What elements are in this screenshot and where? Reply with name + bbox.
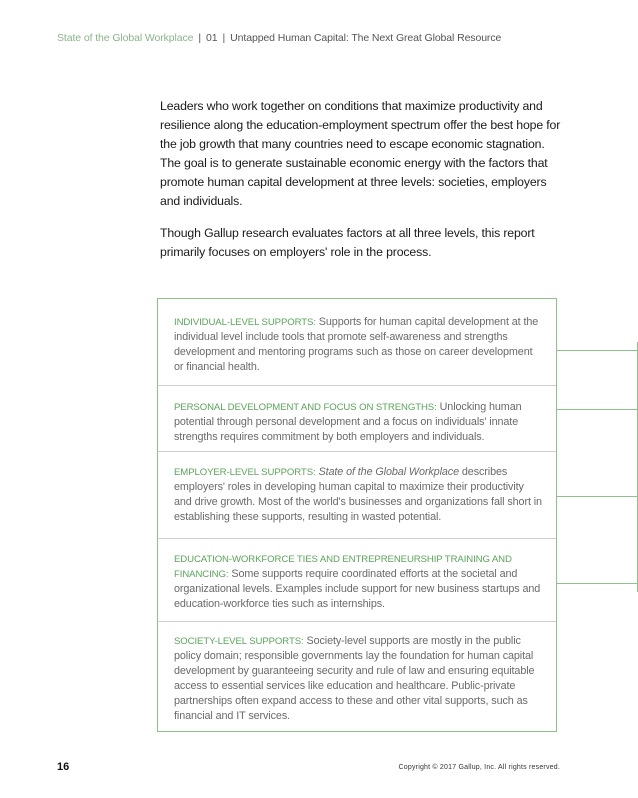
copyright-notice: Copyright © 2017 Gallup, Inc. All rights reserved. [398,764,560,771]
support-text: Some supports require coordinated efforts at the societal and organizational levels. Examples include support for new business startups and education-workforce ties such as internships. [174,568,541,610]
header-doc-title: State of the Global Workplace [57,32,194,44]
running-header [57,32,501,44]
support-term: INDIVIDUAL-LEVEL SUPPORTS: [174,317,316,328]
support-text: Society-level supports are mostly in the public policy domain; responsible governments lay the foundation for human capital development by guaranteeing security and rule of law and ensuring equitable access to essential services like education and healthcare. Public-private partnerships often expand access to these and other vital supports, such as financial and IT services. [174,635,535,722]
support-row-education [158,538,556,612]
intro-text [160,97,565,275]
support-row-individual [158,315,556,375]
page-number: 16 [57,761,70,773]
support-text: Supports for human capital development at the individual level include tools that promote self-awareness and strengths development and mentoring programs such as those on career development or financial health. [174,316,539,373]
connector-line [557,583,638,584]
support-row-personal [158,385,556,445]
intro-paragraph-1: Leaders who work together on conditions that maximize productivity and resilience along the education-employment spectrum offer the best hope for the job growth that many countries need to escape economic stagnation. The goal is to generate sustainable economic energy with the factors that promote human capital development at three levels: societies, employers and individuals. [160,99,561,208]
support-text: Unlocking human potential through personal development and a focus on individuals' innate strengths requires commitment by both employers and individuals. [174,401,522,443]
intro-paragraph-2: Though Gallup research evaluates factors at all three levels, this report primarily focuses on employers' role in the process. [160,226,535,259]
support-row-employer [158,451,556,525]
connector-line [557,350,638,351]
support-term: SOCIETY-LEVEL SUPPORTS: [174,636,304,647]
support-term: PERSONAL DEVELOPMENT AND FOCUS ON STRENGTHS: [174,402,437,413]
support-term: EMPLOYER-LEVEL SUPPORTS: [174,467,316,478]
connector-line [557,409,638,410]
supports-box [157,298,557,732]
support-row-society [158,621,556,724]
header-chapter-number: 01 [206,32,218,44]
support-text: describes employers' roles in developing human capital to maximize their productivity and drive growth. Most of the world's businesses and organizations fall short in establishing these supports, resulting in wasted potential. [174,466,542,523]
connector-line [557,496,638,497]
header-separator: | [198,32,202,44]
support-title-italic: State of the Global Workplace [315,466,459,478]
header-separator-2: | [222,32,226,44]
header-chapter-title: Untapped Human Capital: The Next Great Global Resource [230,32,502,44]
support-term: EDUCATION-WORKFORCE TIES AND ENTREPRENEURSHIP TRAINING AND FINANCING: [174,554,512,580]
